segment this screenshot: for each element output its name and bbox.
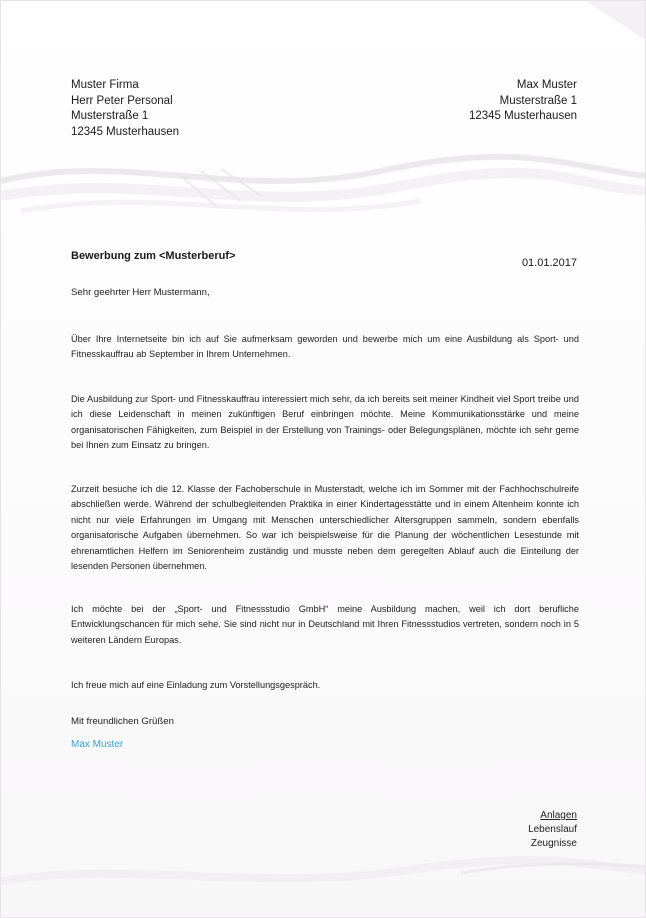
closing: Mit freundlichen Grüßen (71, 716, 174, 727)
attachments-heading: Anlagen (540, 810, 577, 821)
sender-address (469, 78, 577, 125)
body-paragraph: Zurzeit besuche ich die 12. Klasse der Fachoberschule in Musterstadt, welche ich im Sommer mit der Fachhochschulreife abschließen werde. Während der schulbegleitenden Praktika in einer Kindertagesstätte und in einem Altenheim konnte ich nicht nur viele Erfahrungen im Umgang mit Menschen unterschiedlicher Altersgruppen sammeln, sondern ebenfalls organisatorische Aufgaben übernehmen. So war ich beispielsweise für die Planung der wöchentlichen Lesestunde mit ehrenamtlichen Helfern im Seniorenheim zuständig und musste neben dem geregelten Ablauf auch die Einteilung der lesenden Personen übernehmen. (71, 484, 579, 572)
recipient-company: Muster Firma (71, 79, 139, 91)
letter-date: 01.01.2017 (521, 257, 577, 269)
attachment-item: Zeugnisse (530, 838, 577, 849)
attachment-item: Lebenslauf (528, 824, 577, 835)
sender-street: Musterstraße 1 (499, 94, 577, 107)
recipient-contact: Herr Peter Personal (71, 94, 173, 107)
body-paragraph: Über Ihre Internetseite bin ich auf Sie aufmerksam geworden und bewerbe mich um eine Ausbildung als Sport- und Fitnesskauffrau ab September in Ihrem Unternehmen. (71, 334, 579, 360)
sender-city: 12345 Musterhausen (468, 110, 577, 122)
attachments-list (528, 809, 577, 851)
signature: Max Muster (71, 739, 124, 750)
body-paragraph: Ich möchte bei der „Sport- und Fitnessstudio GmbH“ meine Ausbildung machen, weil ich dort berufliche Entwicklungschancen für mich sehe. Sie sind nicht nur in Deutschland mit Ihren Fitnessstudios vertreten, sondern noch in 5 weiteren Ländern Europas. (71, 604, 579, 645)
body-paragraph: Ich freue mich auf eine Einladung zum Vorstellungsgespräch. (71, 680, 321, 690)
recipient-street: Musterstraße 1 (71, 110, 149, 122)
sender-name: Max Muster (516, 79, 577, 91)
salutation: Sehr geehrter Herr Mustermann, (71, 287, 210, 298)
letter-subject: Bewerbung zum <Musterberuf> (71, 250, 236, 262)
recipient-address (71, 78, 179, 140)
recipient-city: 12345 Musterhausen (71, 125, 180, 138)
body-paragraph: Die Ausbildung zur Sport- und Fitnesskauffrau interessiert mich sehr, da ich bereits seit meiner Kindheit viel Sport treibe und ich diese Leidenschaft in meinen zukünftigen Beruf einbringen möchte. Meine Kommunikationsstärke und meine organisatorischen Fähigkeiten, zum Beispiel in der Erstellung von Trainings- oder Belegungsplänen, möchte ich sehr gerne bei Ihnen zum Einsatz zu bringen. (71, 394, 579, 451)
